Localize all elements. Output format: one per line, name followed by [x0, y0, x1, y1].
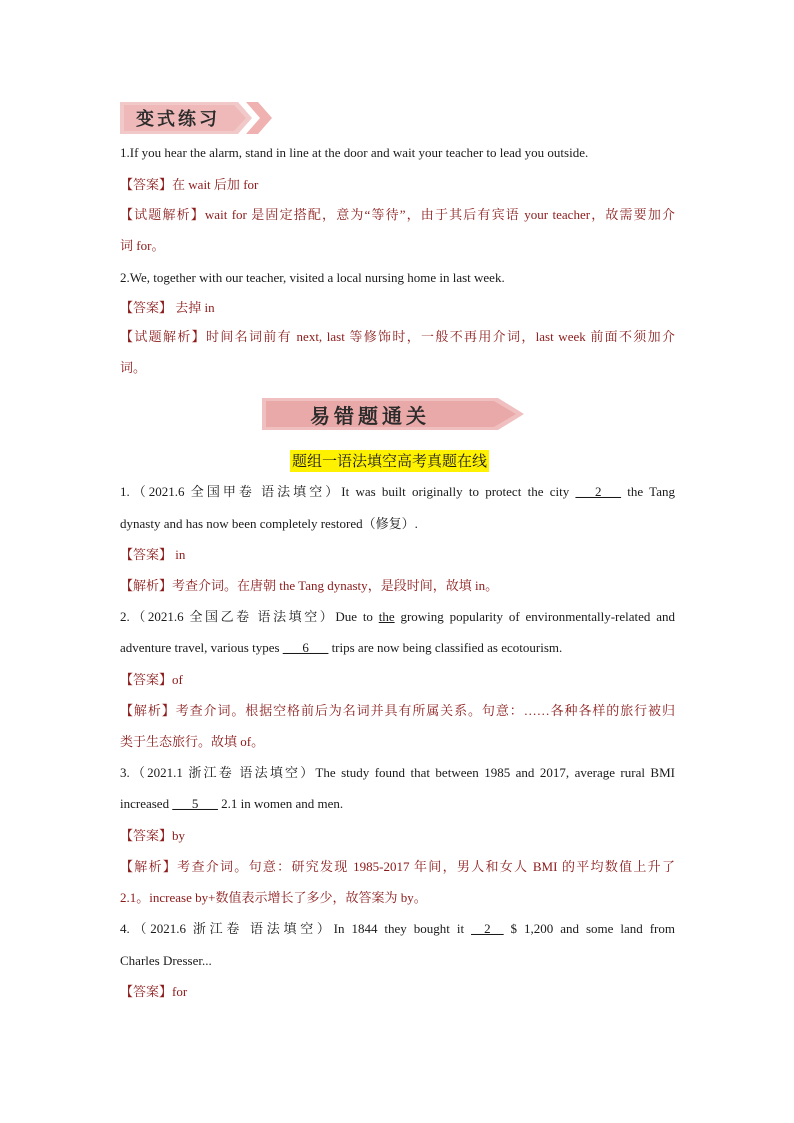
item-2-line1: 2.（2021.6 全国乙卷 语法填空）Due to the growing popularity of environmentally-related and — [120, 609, 675, 624]
item-2-answer: 【答案】of — [120, 672, 183, 687]
section-banner-practice — [120, 100, 272, 136]
analysis-1-line2: 词 for。 — [120, 238, 165, 253]
answer-label: 【答案】 — [120, 828, 173, 843]
blank: ___6___ — [282, 640, 329, 655]
analysis-label: 【解析】 — [120, 578, 173, 593]
item-1-answer: 【答案】 in — [120, 547, 186, 562]
item-4-answer: 【答案】for — [120, 984, 188, 999]
blank: __2__ — [471, 921, 504, 936]
analysis-label: 【解析】 — [120, 703, 176, 718]
answer-label: 【答案】 — [120, 984, 173, 999]
section-title: 易错题通关 — [310, 403, 430, 428]
item-4-line1: 4.（2021.6 浙江卷 语法填空）In 1844 they bought it __2__ $ 1,200 and some land from — [120, 921, 675, 936]
item-2-line2: adventure travel, various types ___6___ trips are now being classified as ecotourism. — [120, 640, 563, 655]
answer-1: 【答案】在 wait 后加 for — [120, 177, 259, 192]
analysis-1-line1: 【试题解析】wait for 是固定搭配，意为“等待”，由于其后有宾语 your teacher，故需要加介 — [120, 207, 675, 222]
item-3-analysis-line1: 【解析】考查介词。句意：研究发现 1985-2017 年间，男人和女人 BMI 的平均数值上升了 — [120, 859, 675, 874]
item-1-line1: 1.（2021.6 全国甲卷 语法填空）It was built originally to protect the city ___2___ the Tang — [120, 484, 675, 499]
item-2-analysis-line2: 类于生态旅行。故填 of。 — [120, 734, 265, 749]
item-2-analysis-line1: 【解析】考查介词。根据空格前后为名词并具有所属关系。句意：……各种各样的旅行被归 — [120, 703, 675, 718]
item-3-analysis-line2: 2.1。increase by+数值表示增长了多少，故答案为 by。 — [120, 890, 427, 905]
section-title: 变式练习 — [136, 109, 220, 130]
item-3-answer: 【答案】by — [120, 828, 186, 843]
subsection-heading: 题组一语法填空高考真题在线 — [292, 452, 488, 470]
question-1: 1.If you hear the alarm, stand in line at the door and wait your teacher to lead you outside. — [120, 145, 589, 160]
analysis-label: 【解析】 — [120, 859, 178, 874]
answer-label: 【答案】 — [120, 177, 173, 192]
blank: ___5___ — [172, 796, 218, 811]
item-3-line2: increased ___5___ 2.1 in women and men. — [120, 796, 344, 811]
analysis-2-line1: 【试题解析】时间名词前有 next, last 等修饰时，一般不再用介词，last week 前面不须加介 — [120, 329, 675, 344]
question-2: 2.We, together with our teacher, visited a local nursing home in last week. — [120, 270, 505, 285]
section-banner-errors — [262, 396, 524, 432]
answer-label: 【答案】 — [120, 547, 173, 562]
answer-label: 【答案】 — [120, 672, 173, 687]
item-1-analysis: 【解析】考查介词。在唐朝 the Tang dynasty，是段时间，故填 in。 — [120, 578, 499, 593]
answer-label: 【答案】 — [120, 300, 173, 315]
blank: ___2___ — [575, 484, 621, 499]
item-3-line1: 3.（2021.1 浙江卷 语法填空）The study found that between 1985 and 2017, average rural BMI — [120, 765, 675, 780]
item-1-line2: dynasty and has now been completely restored（修复）. — [120, 516, 418, 531]
item-4-line2: Charles Dresser... — [120, 953, 212, 968]
answer-2: 【答案】 去掉 in — [120, 300, 215, 315]
analysis-label: 【试题解析】 — [120, 329, 206, 344]
analysis-label: 【试题解析】 — [120, 207, 205, 222]
analysis-2-line2: 词。 — [120, 360, 147, 375]
